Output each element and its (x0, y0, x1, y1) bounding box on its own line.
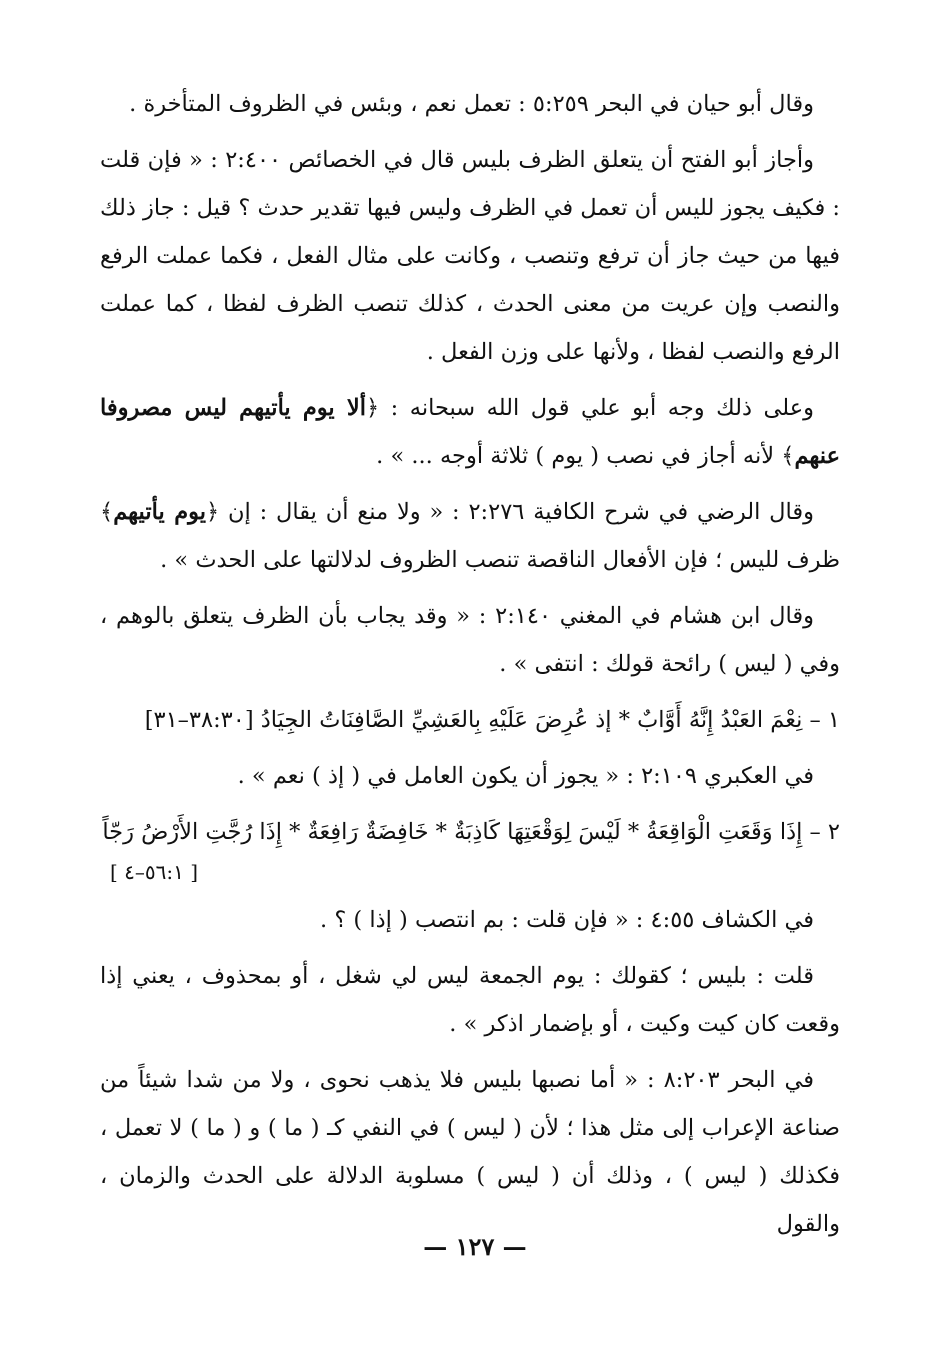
paragraph-abu-hayyan: وقال أبو حيان في البحر ٥:٢٥٩ : تعمل نعم ، وبئس في الظروف المتأخرة . (129, 91, 814, 117)
verse-2-text: ٢ – إِذَا وَقَعَتِ الْوَاقِعَةُ * لَيْسَ لِوَقْعَتِهَا كَاذِبَةٌ * خَافِضَةٌ رَافِعَةٌ * إِذَا رُجَّتِ الأَرْضُ رَجّاً (102, 819, 840, 845)
paragraph-kashshaf: في الكشاف ٤:٥٥ : « فإن قلت : بم انتصب ( إذا ) ؟ . (320, 907, 814, 933)
paragraph-radi-intro: وقال الرضي في شرح الكافية ٢:٢٧٦ : « ولا منع أن يقال : إن ﴿ (206, 499, 815, 525)
verse-1: ١ – نِعْمَ العَبْدُ إِنَّهُ أَوَّابٌ * إذ عُرِضَ عَلَيْهِ بِالعَشِيِّ الصَّافِنَاتُ الجِيَادُ [٣٨:٣٠–٣١] (144, 707, 840, 733)
verse-2 (100, 808, 840, 888)
paragraph-abu-ali (100, 384, 840, 480)
paragraph-radi-end: ﴾ ظرف لليس ؛ فإن الأفعال الناقصة تنصب الظروف لدلالتها على الحدث » . (100, 499, 840, 573)
paragraph-abu-ali-end: ﴾ لأنه أجاز في نصب ( يوم ) ثلاثة أوجه ... » . (376, 443, 795, 469)
page-body (100, 80, 840, 1248)
paragraph-radi (100, 488, 840, 584)
paragraph-bahr: في البحر ٨:٢٠٣ : « أما نصبها بليس فلا يذهب نحوى ، ولا من شدا شيئاً من صناعة الإعراب إلى مثل هذا ؛ لأن ( ليس ) في النفي كـ ( ما ) و ( ما ) لا تعمل ، فكذلك ( ليس ) ، وذلك أن ( ليس ) مسلوبة الدلالة على الحدث والزمان ، والقول (100, 1067, 840, 1237)
paragraph-qultu: قلت : بليس ؛ كقولك : يوم الجمعة ليس لي شغل ، أو بمحذوف ، يعني إذا وقعت كان كيت وكيت ، أو بإضمار اذكر » . (100, 963, 840, 1037)
paragraph-ukbari: في العكبري ٢:١٠٩ : « يجوز أن يكون العامل في ( إذ ) نعم » . (237, 763, 814, 789)
paragraph-ibn-hisham: وقال ابن هشام في المغني ٢:١٤٠ : « وقد يجاب بأن الظرف يتعلق بالوهم ، وفي ( ليس ) رائحة قولك : انتفى » . (100, 603, 840, 677)
page-number: — ١٢٧ — (423, 1232, 527, 1261)
quran-quote-bold: ألا يوم يأتيهم ليس مصروفا عنهم (100, 395, 840, 469)
quran-quote-bold: يوم يأتيهم (113, 499, 207, 525)
paragraph-abu-ali-intro: وعلى ذلك وجه أبو علي قول الله سبحانه : ﴿ (365, 395, 814, 421)
paragraph-abu-al-fath: وأجاز أبو الفتح أن يتعلق الظرف بليس قال في الخصائص ٢:٤٠٠ : « فإن قلت : فكيف يجوز لليس أن تعمل في الظرف وليس فيها تقدير حدث ؟ قيل : جاز ذلك فيها من حيث جاز أن ترفع وتنصب ، وكانت على مثال الفعل ، فكما عملت الرفع والنصب وإن عريت من معنى الحدث ، كذلك تنصب الظرف لفظا ، كما عملت الرفع والنصب لفظا ، ولأنها على وزن الفعل . (100, 147, 840, 365)
verse-2-reference: [ ٥٦:١–٤ ] (110, 860, 199, 884)
